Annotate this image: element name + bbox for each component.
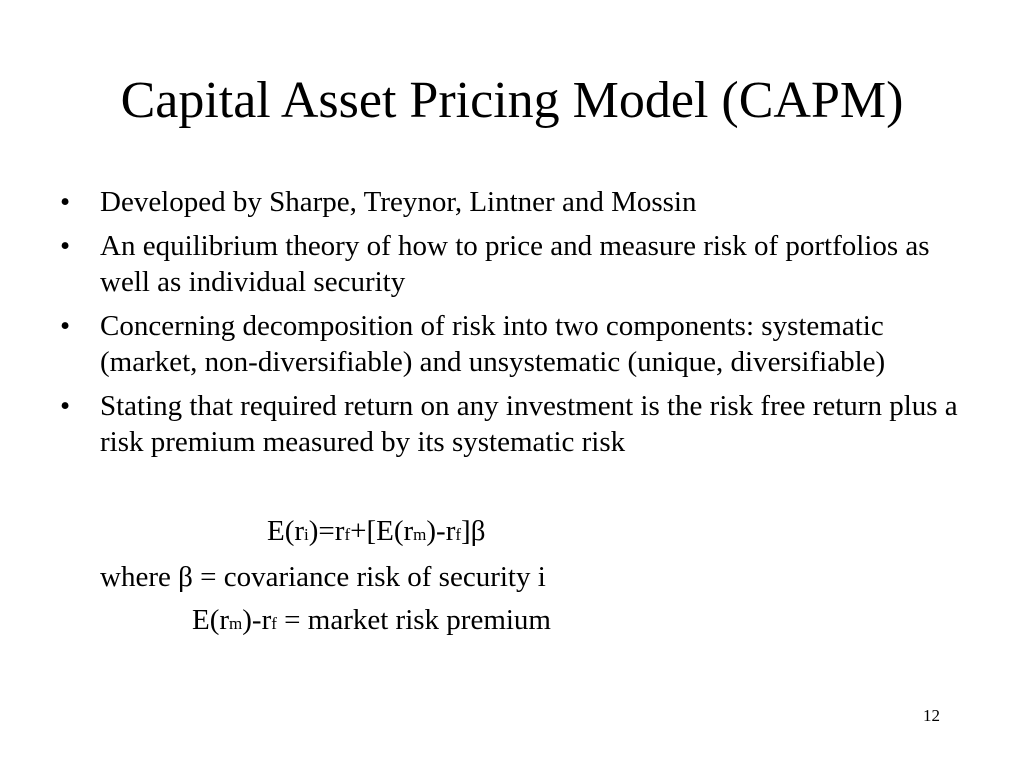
capm-formula: E(ri)=rf+[E(rm)-rf]β [267, 515, 486, 547]
page-number: 12 [923, 706, 940, 725]
bullet-text: Developed by Sharpe, Treynor, Lintner and Mossin [100, 186, 697, 218]
bullet-text: Concerning decomposition of risk into two components: systematic (market, non-diversifiable) and unsystematic (unique, diversifiable) [100, 310, 886, 378]
bullet-marker: • [60, 390, 71, 422]
slide-title: Capital Asset Pricing Model (CAPM) [120, 72, 904, 129]
bullet-marker: • [60, 230, 71, 262]
bullet-item [60, 228, 960, 300]
bullet-item [60, 388, 960, 460]
market-premium-definition: E(rm)-rf = market risk premium [192, 604, 551, 636]
bullet-text: An equilibrium theory of how to price and measure risk of portfolios as well as individual security [100, 230, 930, 298]
bullet-item [60, 308, 960, 380]
bullet-list [60, 184, 960, 468]
bullet-marker: • [60, 186, 71, 218]
bullet-marker: • [60, 310, 71, 342]
bullet-text: Stating that required return on any investment is the risk free return plus a risk premium measured by its systematic risk [100, 390, 958, 458]
beta-definition: where β = covariance risk of security i [100, 561, 546, 593]
bullet-item [60, 184, 960, 220]
